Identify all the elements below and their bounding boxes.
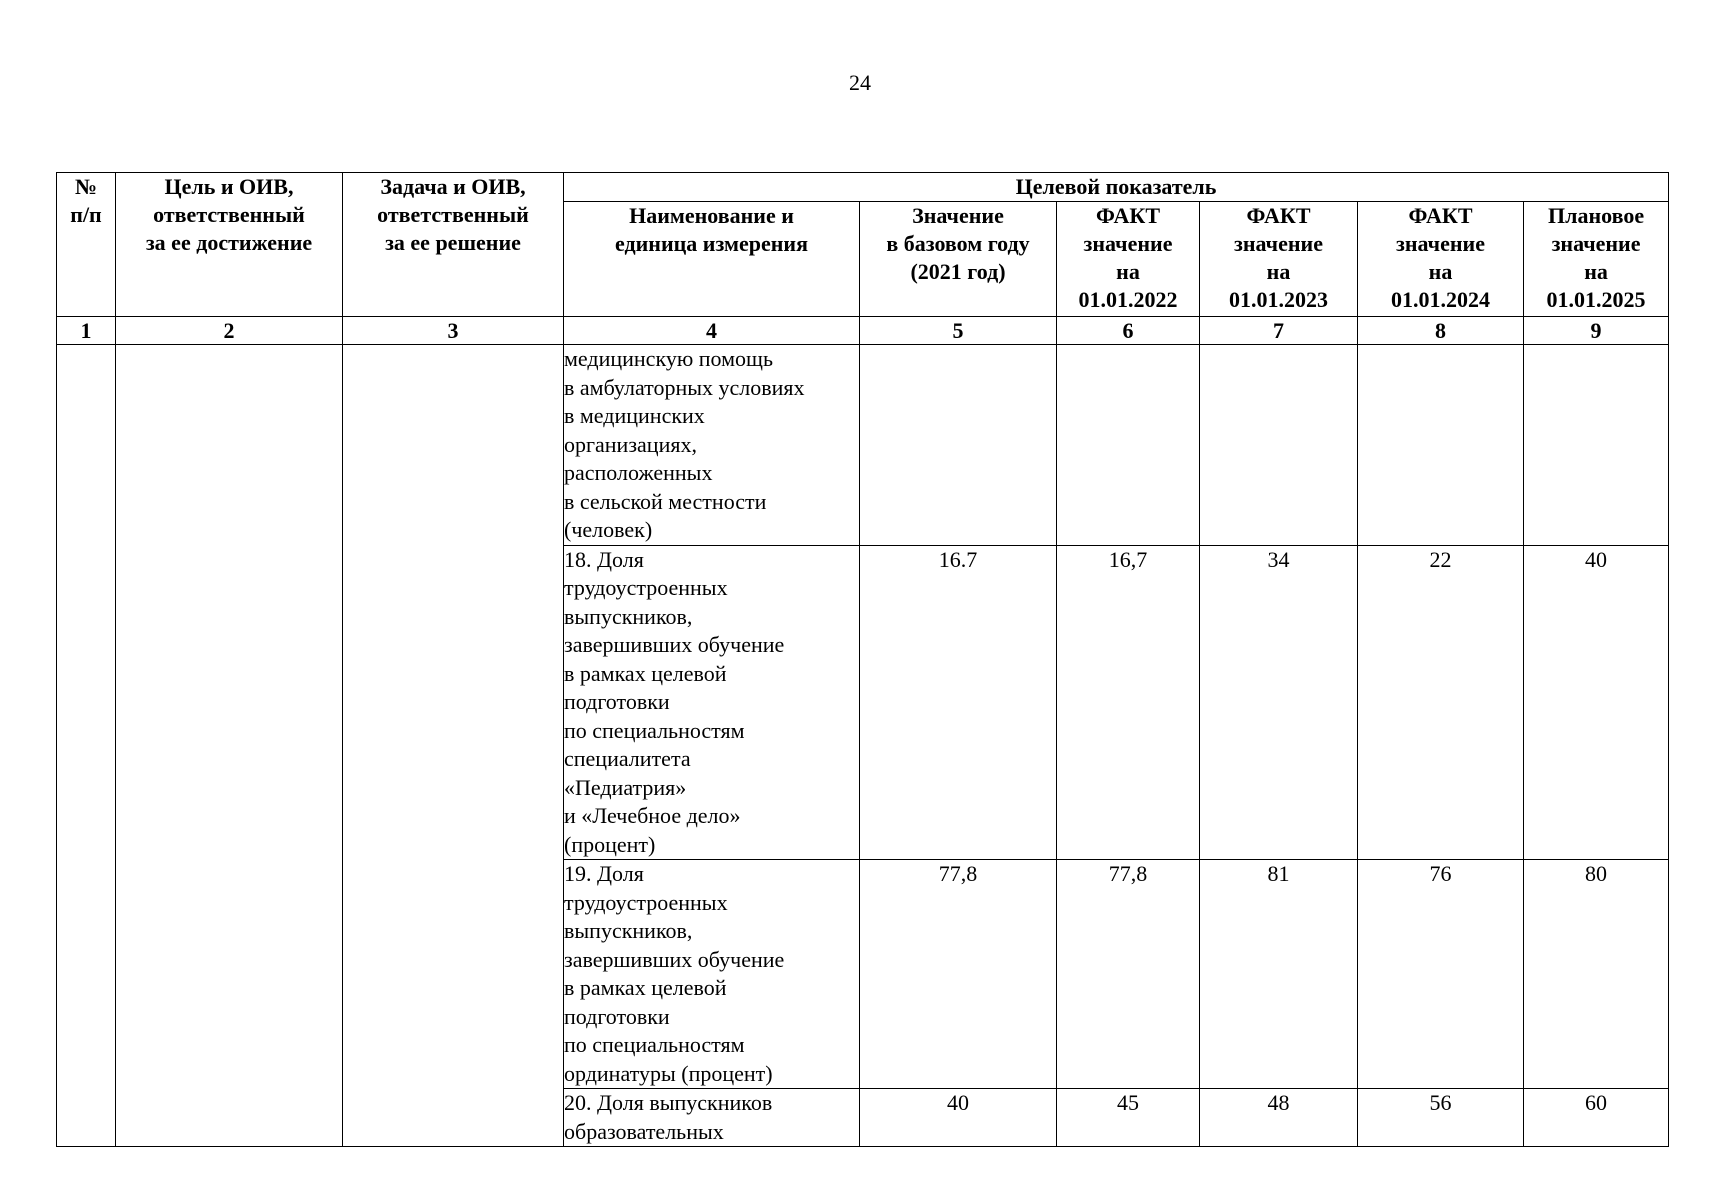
value-fact-2024: 22 xyxy=(1358,545,1524,860)
column-number: 9 xyxy=(1524,317,1669,345)
value-plan-2025: 40 xyxy=(1524,545,1669,860)
table-row xyxy=(57,345,1669,546)
column-number: 6 xyxy=(1057,317,1200,345)
column-number: 4 xyxy=(564,317,860,345)
indicator-name: 18. Доля трудоустроенных выпускников, завершивших обучение в рамках целевой подготовки по специальностям специалитета «Педиатрия» и «Лечебное дело» (процент) xyxy=(564,545,860,860)
value-fact-2023: 34 xyxy=(1200,545,1358,860)
value-plan-2025: 60 xyxy=(1524,1089,1669,1147)
value-fact-2022: 16,7 xyxy=(1057,545,1200,860)
indicator-name: 20. Доля выпускников образовательных xyxy=(564,1089,860,1147)
header-target-indicator: Целевой показатель xyxy=(564,173,1669,202)
value-fact-2024: 76 xyxy=(1358,860,1524,1089)
header-fact-2024: ФАКТ значение на 01.01.2024 xyxy=(1358,202,1524,317)
header-number: № п/п xyxy=(57,173,116,317)
header-goal: Цель и ОИВ, ответственный за ее достижение xyxy=(116,173,343,317)
header-name-unit: Наименование и единица измерения xyxy=(564,202,860,317)
value-fact-2022: 45 xyxy=(1057,1089,1200,1147)
cell-task xyxy=(343,345,564,1147)
indicator-name: медицинскую помощь в амбулаторных условиях в медицинских организациях, расположенных в сельской местности (человек) xyxy=(564,345,860,546)
value-base: 16.7 xyxy=(860,545,1057,860)
value-base xyxy=(860,345,1057,546)
header-task: Задача и ОИВ, ответственный за ее решение xyxy=(343,173,564,317)
value-fact-2023: 48 xyxy=(1200,1089,1358,1147)
value-fact-2023: 81 xyxy=(1200,860,1358,1089)
header-plan-2025: Плановое значение на 01.01.2025 xyxy=(1524,202,1669,317)
column-number: 1 xyxy=(57,317,116,345)
value-base: 40 xyxy=(860,1089,1057,1147)
header-fact-2022: ФАКТ значение на 01.01.2022 xyxy=(1057,202,1200,317)
header-fact-2023: ФАКТ значение на 01.01.2023 xyxy=(1200,202,1358,317)
column-number: 3 xyxy=(343,317,564,345)
value-fact-2023 xyxy=(1200,345,1358,546)
value-fact-2022 xyxy=(1057,345,1200,546)
column-number: 8 xyxy=(1358,317,1524,345)
target-indicators-table xyxy=(56,172,1669,1147)
value-base: 77,8 xyxy=(860,860,1057,1089)
value-fact-2024 xyxy=(1358,345,1524,546)
column-number: 5 xyxy=(860,317,1057,345)
column-number: 7 xyxy=(1200,317,1358,345)
indicator-name: 19. Доля трудоустроенных выпускников, завершивших обучение в рамках целевой подготовки по специальностям ординатуры (процент) xyxy=(564,860,860,1089)
cell-number xyxy=(57,345,116,1147)
value-plan-2025 xyxy=(1524,345,1669,546)
page-number: 24 xyxy=(849,70,871,95)
cell-goal xyxy=(116,345,343,1147)
value-plan-2025: 80 xyxy=(1524,860,1669,1089)
header-base-year: Значение в базовом году (2021 год) xyxy=(860,202,1057,317)
value-fact-2024: 56 xyxy=(1358,1089,1524,1147)
column-number: 2 xyxy=(116,317,343,345)
value-fact-2022: 77,8 xyxy=(1057,860,1200,1089)
